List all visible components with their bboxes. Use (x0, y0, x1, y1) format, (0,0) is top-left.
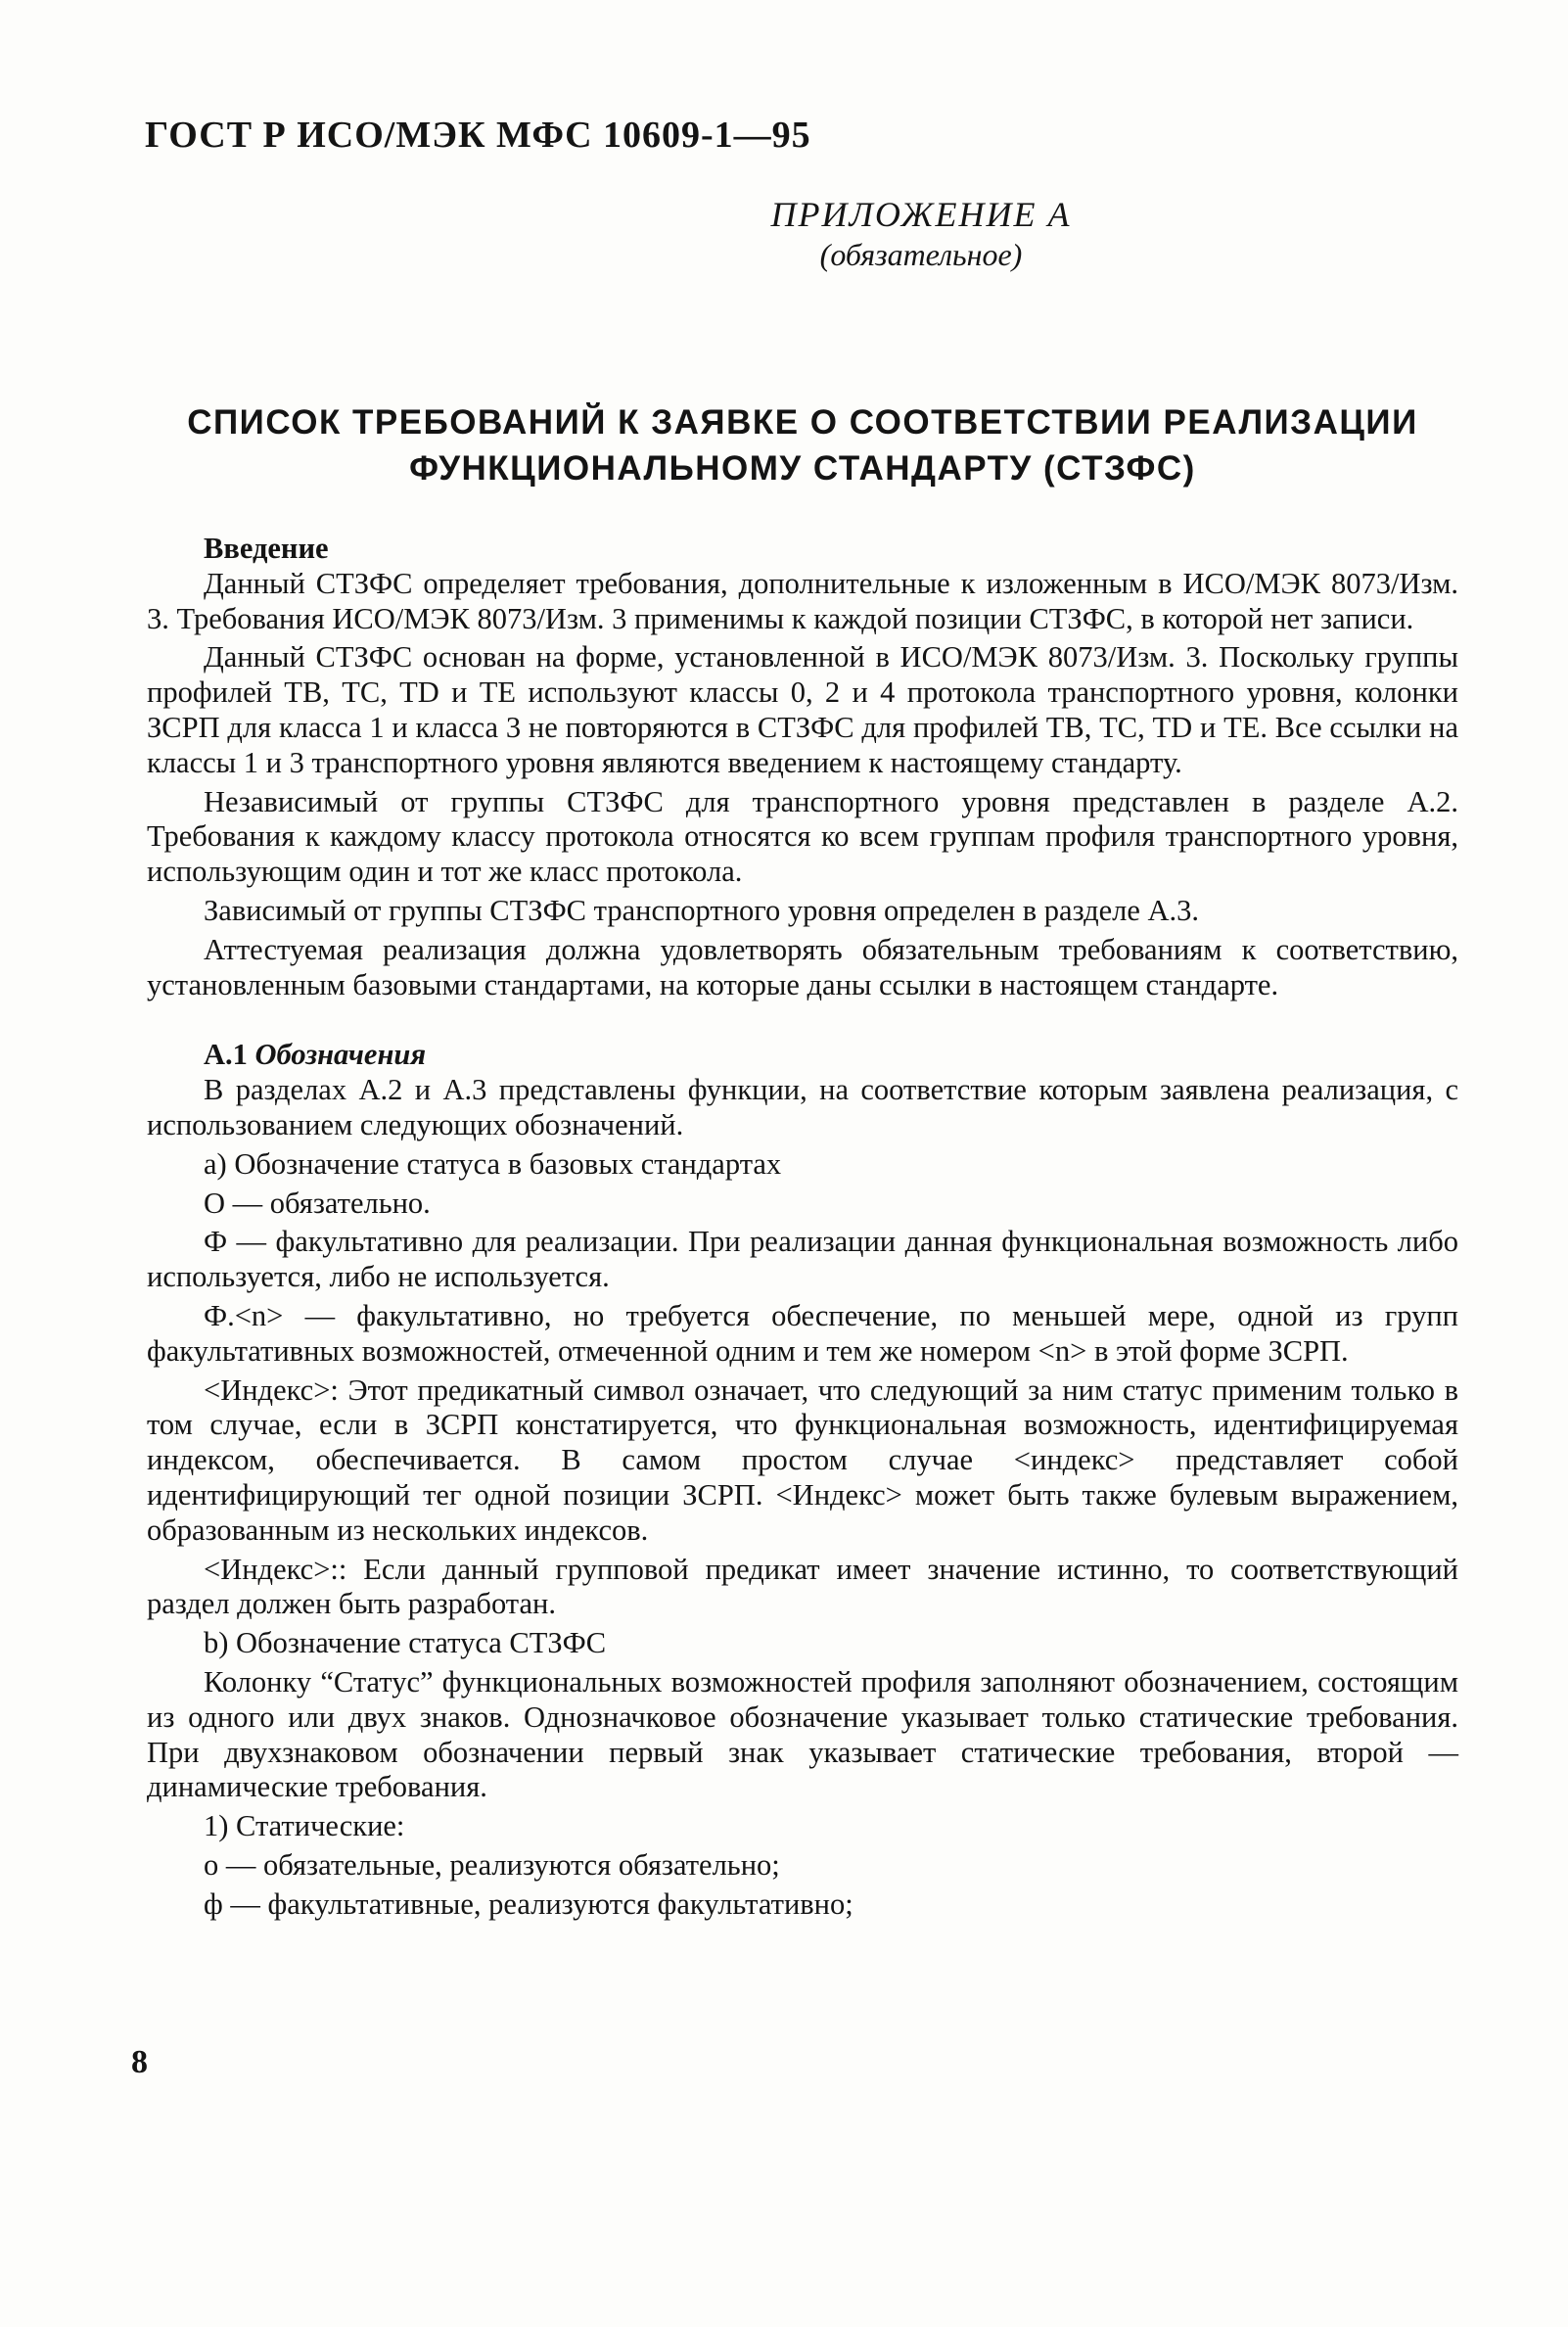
page-title (147, 399, 1458, 491)
def-index: <Индекс>: Этот предикатный символ означает, что следующий за ним статус применим только в том случае, если в ЗСРП констатируется, что функциональная возможность, идентифицируемая индексом, обеспечивается. В самом простом случае <индекс> представляет собой идентифицирующий тег одной позиции ЗСРП. <Индекс> может быть также булевым выражением, образованным из нескольких индексов. (147, 1373, 1458, 1547)
section-a1-paragraph: В разделах А.2 и А.3 представлены функции, на соответствие которым заявлена реализация, с использованием следующих обозначений. (147, 1073, 1458, 1141)
section-a1-heading (147, 1038, 1458, 1073)
page-title-line-1: СПИСОК ТРЕБОВАНИЙ К ЗАЯВКЕ О СООТВЕТСТВИИ РЕАЛИЗАЦИИ (187, 403, 1418, 442)
static-heading: 1) Статические: (204, 1809, 405, 1843)
item-b: b) Обозначение статуса СТЗФС (204, 1626, 607, 1660)
section-a1-number: А.1 (204, 1038, 248, 1072)
def-f: Ф — факультативно для реализации. При реализации данная функциональная возможность либо используется, либо не используется. (147, 1225, 1458, 1294)
def-o: О — обязательно. (204, 1186, 431, 1220)
section-a1-title: Обозначения (254, 1038, 427, 1072)
intro-paragraph-5: Аттестуемая реализация должна удовлетворять обязательным требованиям к соответствию, установленным базовыми стандартами, на которые даны ссылки в настоящем стандарте. (147, 932, 1458, 1001)
intro-paragraph-2: Данный СТЗФС основан на форме, установленной в ИСО/МЭК 8073/Изм. 3. Поскольку группы профилей ТВ, ТС, TD и ТЕ используют классы 0, 2 и 4 протокола транспортного уровня, колонки ЗСРП для класса 1 и класса 3 не повторяются в СТЗФС для профилей ТВ, ТС, TD и ТЕ. Все ссылки на классы 1 и 3 транспортного уровня являются введением к настоящему стандарту. (147, 640, 1458, 779)
static-f: ф — факультативные, реализуются факультативно; (204, 1886, 853, 1921)
item-a: а) Обозначение статуса в базовых стандартах (204, 1146, 782, 1181)
def-group-predicate: <Индекс>:: Если данный групповой предикат имеет значение истинно, то соответствующий раздел должен быть разработан. (147, 1552, 1458, 1621)
intro-paragraph-1: Данный СТЗФС определяет требования, дополнительные к изложенным в ИСО/МЭК 8073/Изм. 3. Требования ИСО/МЭК 8073/Изм. 3 применимы к каждой позиции СТЗФС, в которой нет записи. (147, 566, 1458, 635)
static-o: о — обязательные, реализуются обязательно; (204, 1847, 780, 1882)
intro-paragraph-4: Зависимый от группы СТЗФС транспортного уровня определен в разделе А.3. (204, 893, 1200, 927)
def-fn: Ф.<n> — факультативно, но требуется обеспечение, по меньшей мере, одной из групп факультативных возможностей, отмеченной одним и тем же номером <n> в этой форме ЗСРП. (147, 1298, 1458, 1368)
document-header: ГОСТ Р ИСО/МЭК МФС 10609-1—95 (145, 115, 811, 156)
appendix-title: ПРИЛОЖЕНИЕ А (770, 195, 1072, 234)
intro-heading: Введение (204, 532, 329, 565)
document-body (147, 532, 1458, 1922)
status-paragraph: Колонку “Статус” функциональных возможностей профиля заполняют обозначением, состоящим из одного или двух знаков. Однозначковое обозначение указывает только статические требования. При двухзнаковом обозначении первый знак указывает статические требования, второй — динамические требования. (147, 1664, 1458, 1804)
page-title-line-2: ФУНКЦИОНАЛЬНОМУ СТАНДАРТУ (СТЗФС) (409, 449, 1196, 488)
appendix-note: (обязательное) (819, 237, 1023, 272)
appendix-label (0, 194, 1568, 273)
page-number: 8 (131, 2044, 148, 2080)
intro-paragraph-3: Независимый от группы СТЗФС для транспортного уровня представлен в разделе А.2. Требования к каждому классу протокола относятся ко всем группам профиля транспортного уровня, использующим один и тот же класс протокола. (147, 784, 1458, 889)
